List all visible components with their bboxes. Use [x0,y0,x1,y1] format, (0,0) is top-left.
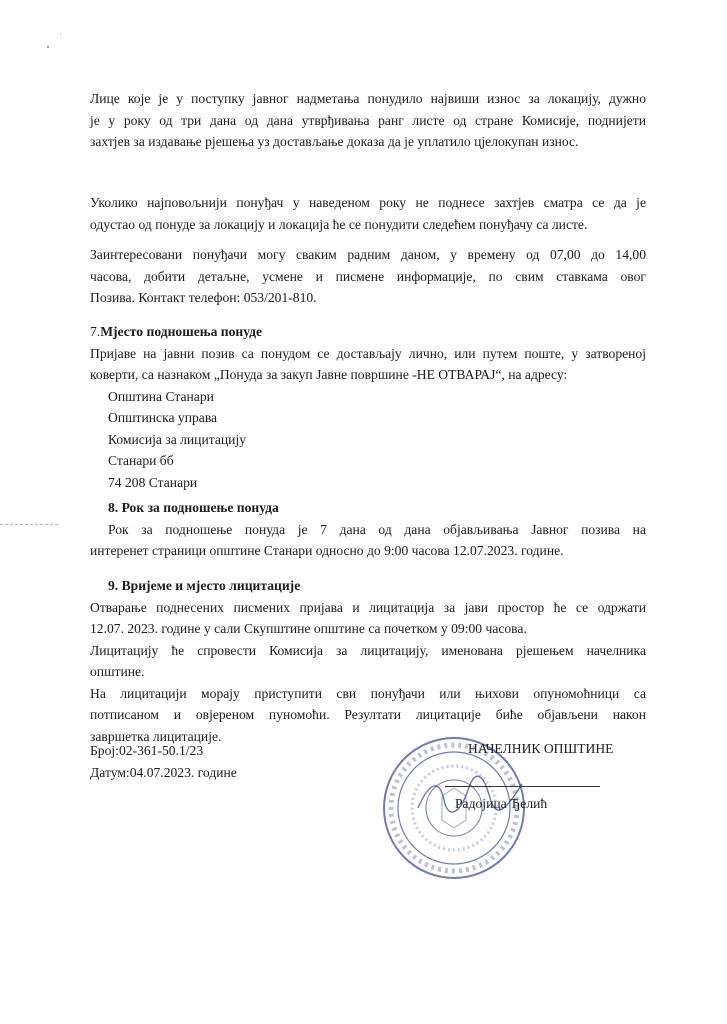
paragraph-withdrawal [90,192,646,235]
address-line: Општинска управа [108,410,218,425]
section-number: 7. [90,324,101,339]
text-line: завршетка лицитације. [90,728,222,744]
scan-speck [47,46,49,48]
signatory-name: Радојица Ђелић [455,796,548,811]
paragraph-winning-bidder [90,88,646,153]
text-line: Лице које је у поступку јавног надметања понудило највиши износ за локацију, дужно [90,91,646,106]
signature-line [445,786,600,787]
text-line: потписаном и овјереном пуномоћи. Резултати лицитације биће објављени након [90,707,646,722]
text-line: На лицитацији морају приступити сви понуђачи или њихови опуномоћници са [90,685,646,701]
text-line: захтјев за издавање рјешења уз достављање доказа да је уплатило цјелокупан износ. [90,134,579,149]
section-7 [90,321,646,493]
text-line: општине. [90,664,145,679]
address-line: Комисија за лицитацију [108,431,246,447]
text-line: одустао од понуде за локацију и локација ће се понудити следећем понуђачу са листе. [90,216,588,232]
text-line: Пријаве на јавни позив са понудом се достављају лично, или путем поште, у затвореној [90,345,646,361]
paragraph-information [90,244,646,309]
text-line: 12.07. 2023. године у сали Скупштине општине са почетком у 09:00 часова. [90,621,527,636]
handwritten-signature [410,770,530,820]
text-line: Лицитацију ће спровести Комисија за лицитацију, именована рјешењем начелника [90,642,646,658]
document-reference [90,740,237,784]
scan-margin-mark [0,524,58,526]
text-line: Отварање поднесених писмених пријава и лицитација за јави простор ће се одржати [90,599,646,615]
document-date: Датум:04.07.2023. године [90,765,237,780]
signatory-title: НАЧЕЛНИК ОПШТИНЕ [468,741,614,756]
text-line: часова, добити детаљне, усмене и писмене информације, по свим ставкама овог [90,268,646,284]
section-title: Мјесто подношења понуде [100,324,263,339]
document-number: Број:02-361-50.1/23 [90,743,204,758]
text-line: Уколико најповољнији понуђач у наведеном року не поднесе захтјев сматра се да је [90,195,646,210]
address-line: Општина Станари [108,388,214,404]
text-line: Заинтересовани понуђачи могу сваким радним даном, у времену од 07,00 до 14,00 [90,247,646,262]
text-line: интеренет страници општине Станари односно до 9:00 часова 12.07.2023. године. [90,543,564,558]
address-line: Станари бб [108,453,174,468]
section-8 [90,497,646,562]
text-line: је у року од три дана од дана утврђивања ранг листе од стране Комисије, поднијети [90,112,646,128]
text-line: Позива. Контакт телефон: 053/201-810. [90,290,317,305]
address-line: 74 208 Станари [108,474,198,490]
section-9 [90,575,646,747]
section-heading: 9. Вријеме и мјесто лицитације [108,578,301,593]
section-heading [90,321,646,343]
scan-speck [60,34,61,35]
text-line: коверти, са назнаком „Понуда за закуп Јавне површине -НЕ ОТВАРАЈ“, на адресу: [90,367,568,382]
section-heading: 8. Рок за подношење понуда [108,500,279,515]
text-line: Рок за подношење понуда је 7 дана од дана објављивања Јавног позива на [108,521,646,537]
